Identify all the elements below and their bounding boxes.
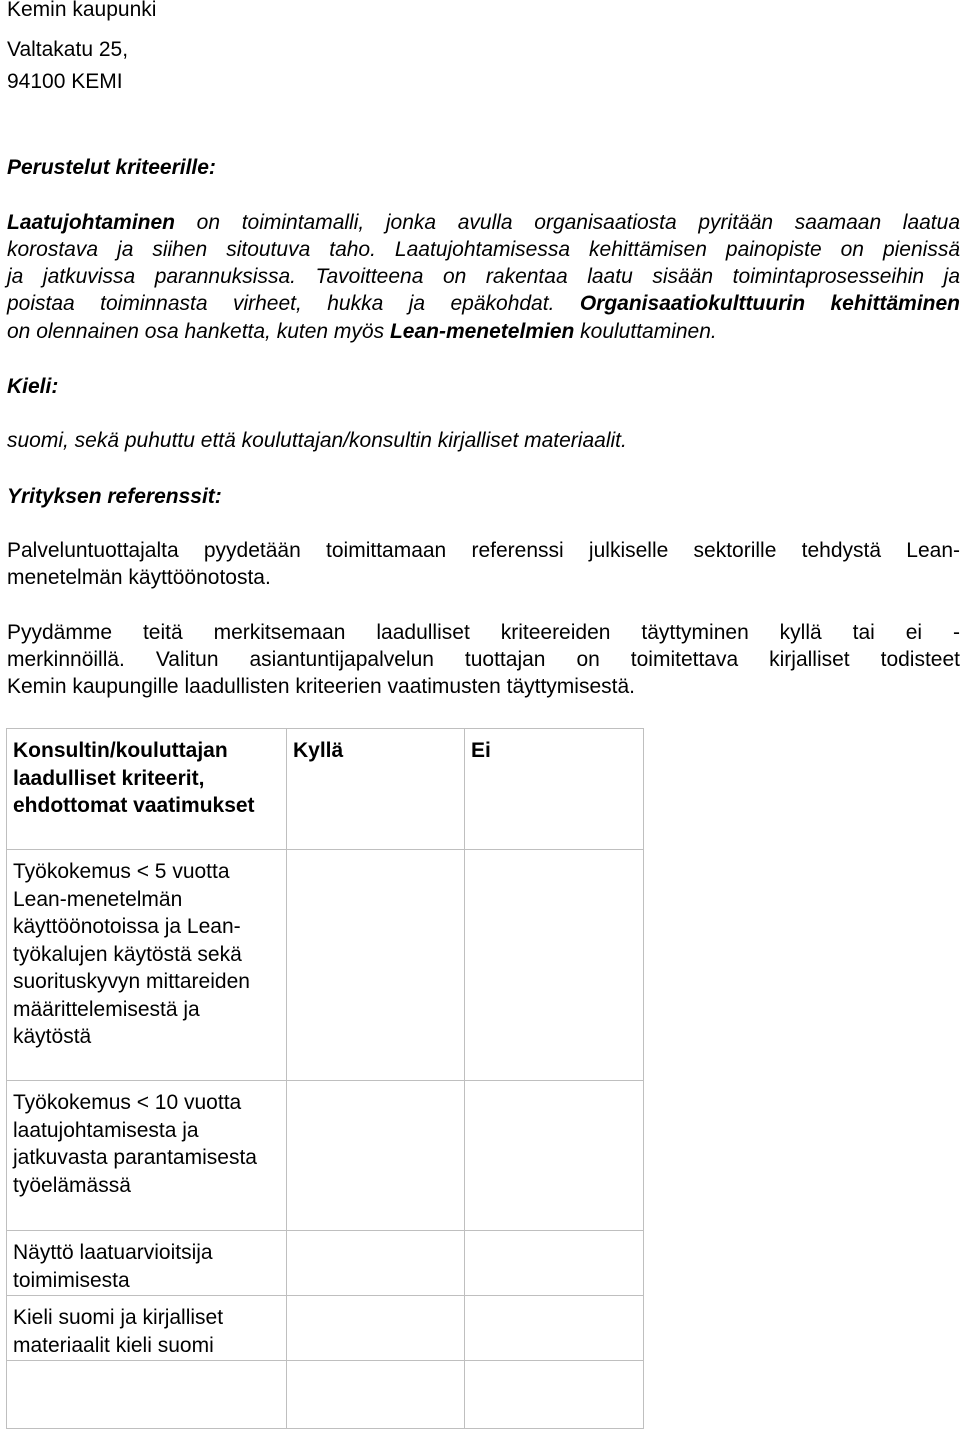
criteria-cell: Työkokemus < 10 vuotta laatujohtamisesta ja jatkuvasta parantamisesta työelämässä xyxy=(7,1081,287,1231)
kylla-cell[interactable] xyxy=(287,1081,465,1231)
pyydamme-line-3: Kemin kaupungille laadullisten kriteerien vaatimusten täyttymisestä. xyxy=(7,675,635,698)
perustelut-line-1 xyxy=(7,209,960,237)
header-ei: Ei xyxy=(465,729,644,850)
address-street: Valtakatu 25, xyxy=(7,38,129,61)
kieli-heading: Kieli: xyxy=(7,375,59,398)
criteria-cell: Näyttö laatuarvioitsija toimimisesta xyxy=(7,1231,287,1296)
text-span: kouluttaminen. xyxy=(574,320,717,343)
ei-cell[interactable] xyxy=(465,1081,644,1231)
perustelut-line-2: korostava ja siihen sitoutuva taho. Laatujohtamisessa kehittämisen painopiste on pienissä xyxy=(7,238,960,261)
criteria-table xyxy=(6,728,644,1429)
referenssit-line-2: menetelmän käyttöönotosta. xyxy=(7,566,271,589)
table-header-row xyxy=(7,729,644,850)
perustelut-line-3: ja jatkuvissa parannuksissa. Tavoitteena on rakentaa laatu sisään toimintaprosesseihin ja xyxy=(7,265,960,288)
address-postal: 94100 KEMI xyxy=(7,70,123,93)
ei-cell[interactable] xyxy=(465,1231,644,1296)
table-row xyxy=(7,1231,644,1296)
ei-cell[interactable] xyxy=(465,850,644,1081)
ei-cell[interactable] xyxy=(465,1296,644,1361)
table-row xyxy=(7,1081,644,1231)
perustelut-heading: Perustelut kriteerille: xyxy=(7,156,216,179)
kieli-text: suomi, sekä puhuttu että kouluttajan/konsultin kirjalliset materiaalit. xyxy=(7,429,627,452)
text-span: on toimintamalli, jonka avulla organisaatiosta pyritään saamaan laatua xyxy=(175,211,960,234)
kylla-cell[interactable] xyxy=(287,1296,465,1361)
referenssit-line-1: Palveluntuottajalta pyydetään toimittamaan referenssi julkiselle sektorille tehdystä Lean- xyxy=(7,539,960,562)
text-span: poistaa toiminnasta virheet, hukka ja epäkohdat. xyxy=(7,292,580,315)
table-row xyxy=(7,1296,644,1361)
criteria-cell: Työkokemus < 5 vuotta Lean-menetelmän käyttöönotoissa ja Lean-työkalujen käytöstä sekä suorituskyvyn mittareiden määrittelemisestä ja käytöstä xyxy=(7,850,287,1081)
perustelut-line-4 xyxy=(7,290,960,318)
bold-term: Laatujohtaminen xyxy=(7,211,176,234)
bold-term: Organisaatiokulttuurin kehittäminen xyxy=(579,292,960,315)
table-row xyxy=(7,850,644,1081)
kylla-cell[interactable] xyxy=(287,850,465,1081)
kylla-cell[interactable] xyxy=(287,1361,465,1429)
bold-term: Lean-menetelmien xyxy=(389,320,575,343)
header-criteria: Konsultin/kouluttajan laadulliset kriteerit, ehdottomat vaatimukset xyxy=(7,729,287,850)
text-span: on olennainen osa hanketta, kuten myös xyxy=(7,320,390,343)
table-row xyxy=(7,1361,644,1429)
pyydamme-line-1: Pyydämme teitä merkitsemaan laadulliset kriteereiden täyttyminen kyllä tai ei - xyxy=(7,621,960,644)
address-name: Kemin kaupunki xyxy=(7,0,157,21)
ei-cell[interactable] xyxy=(465,1361,644,1429)
criteria-cell xyxy=(7,1361,287,1429)
pyydamme-line-2: merkinnöillä. Valitun asiantuntijapalvelun tuottajan on toimitettava kirjalliset todisteet xyxy=(7,648,960,671)
header-kylla: Kyllä xyxy=(287,729,465,850)
criteria-cell: Kieli suomi ja kirjalliset materiaalit kieli suomi xyxy=(7,1296,287,1361)
kylla-cell[interactable] xyxy=(287,1231,465,1296)
referenssit-heading: Yrityksen referenssit: xyxy=(7,485,222,508)
perustelut-line-5 xyxy=(7,318,717,346)
